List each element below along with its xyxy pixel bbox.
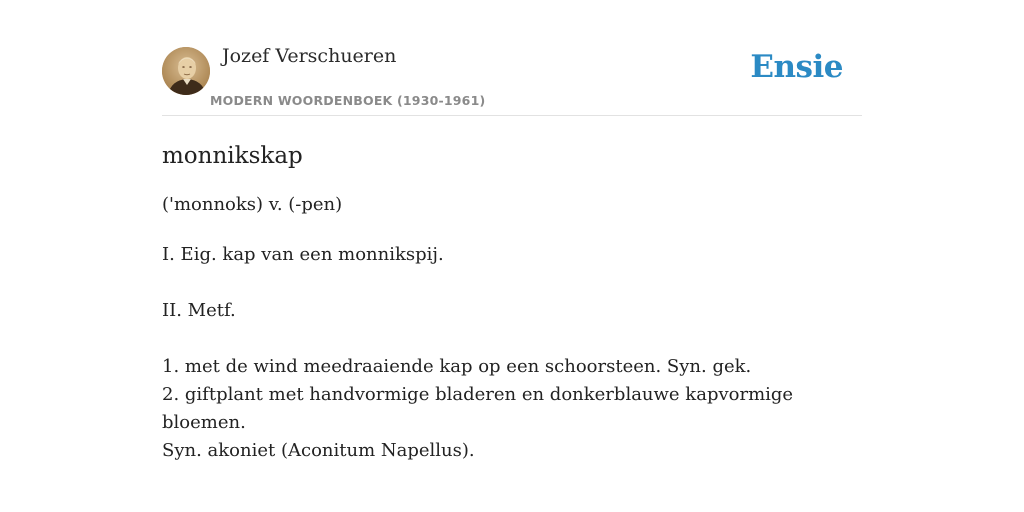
author-avatar[interactable] <box>162 47 210 95</box>
definition-line: Syn. akoniet (Aconitum Napellus). <box>162 440 475 461</box>
definition <box>162 241 862 465</box>
definition-line: II. Metf. <box>162 300 236 321</box>
definition-line: I. Eig. kap van een monnikspij. <box>162 244 444 265</box>
author-portrait-icon <box>162 47 210 95</box>
definition-spacer <box>162 325 862 353</box>
author-name[interactable]: Jozef Verschueren <box>222 45 397 67</box>
pronunciation-grammar: ('monnoks) v. (-pen) <box>162 194 343 215</box>
entry-term: monnikskap <box>162 143 303 169</box>
definition-line: 2. giftplant met handvormige bladeren en donkerblauwe kapvormige bloemen. <box>162 384 794 433</box>
definition-line: 1. met de wind meedraaiende kap op een schoorsteen. Syn. gek. <box>162 356 752 377</box>
entry-card <box>162 44 862 465</box>
entry-header <box>162 44 862 116</box>
brand-logo-link[interactable]: Ensie <box>750 49 843 85</box>
source-title[interactable]: MODERN WOORDENBOEK (1930-1961) <box>210 93 486 108</box>
definition-spacer <box>162 269 862 297</box>
